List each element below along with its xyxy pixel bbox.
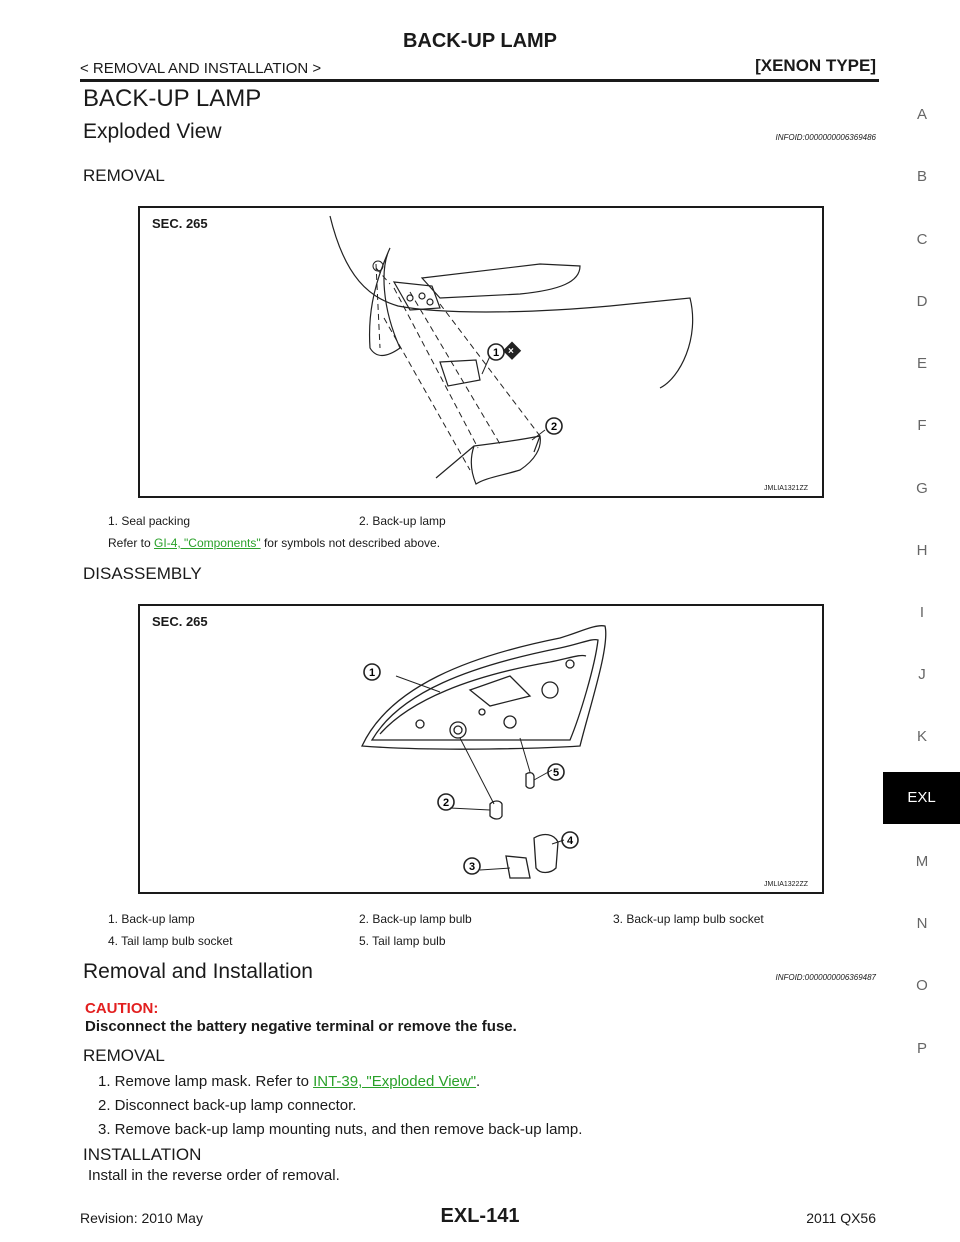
- callout-1: [486, 342, 506, 362]
- callout-2: [544, 416, 564, 436]
- tab-i[interactable]: I: [919, 604, 925, 621]
- svg-text:2: 2: [550, 421, 558, 433]
- callout-3: [462, 856, 482, 876]
- tab-a[interactable]: A: [916, 106, 927, 123]
- installation-heading: INSTALLATION: [83, 1145, 202, 1164]
- caution-heading: CAUTION:: [85, 1000, 159, 1017]
- figure-id: JMLIA1322ZZ: [764, 881, 808, 888]
- infoid-removal-installation: INFOID:0000000006369487: [775, 973, 876, 982]
- svg-text:5: 5: [552, 767, 560, 779]
- disassembly-diagram: [140, 606, 822, 892]
- legend-item: 2. Back-up lamp: [359, 514, 446, 528]
- installation-text: Install in the reverse order of removal.: [88, 1167, 340, 1184]
- tab-exl[interactable]: EXL: [883, 772, 960, 824]
- figure-id: JMLIA1321ZZ: [764, 485, 808, 492]
- tab-d[interactable]: D: [916, 293, 928, 310]
- section-title-removal-installation: Removal and Installation: [83, 960, 313, 983]
- revision-label: Revision: 2010 May: [80, 1210, 203, 1226]
- svg-text:2: 2: [442, 797, 450, 809]
- breadcrumb: < REMOVAL AND INSTALLATION >: [80, 60, 322, 77]
- tab-k[interactable]: K: [916, 728, 927, 745]
- svg-text:4: 4: [566, 835, 574, 847]
- callout-4: [560, 830, 580, 850]
- legend-item: 5. Tail lamp bulb: [359, 934, 446, 948]
- sec-label: SEC. 265: [152, 216, 208, 231]
- tab-o[interactable]: O: [916, 977, 928, 994]
- legend-item: 1. Back-up lamp: [108, 912, 195, 926]
- step-2: 2. Disconnect back-up lamp connector.: [98, 1097, 357, 1114]
- svg-text:×: ×: [508, 346, 514, 357]
- caution-text: Disconnect the battery negative terminal or remove the fuse.: [85, 1018, 517, 1035]
- tab-p[interactable]: P: [916, 1040, 927, 1057]
- variant-label: [XENON TYPE]: [755, 56, 876, 75]
- legend-item: 4. Tail lamp bulb socket: [108, 934, 233, 948]
- removal-diagram: [140, 208, 822, 496]
- page-code: EXL-141: [440, 1205, 520, 1227]
- step-1-text: 1. Remove lamp mask. Refer to: [98, 1073, 314, 1090]
- infoid-exploded-view: INFOID:0000000006369486: [775, 133, 876, 142]
- removal-procedure-heading: REMOVAL: [83, 1046, 165, 1065]
- removal-heading: REMOVAL: [83, 166, 165, 185]
- tab-c[interactable]: C: [916, 231, 928, 248]
- sec-label: SEC. 265: [152, 614, 208, 629]
- header-rule: [80, 79, 879, 82]
- disassembly-heading: DISASSEMBLY: [83, 564, 202, 583]
- svg-text:1: 1: [492, 347, 500, 359]
- legend-item: 1. Seal packing: [108, 514, 191, 528]
- tab-m[interactable]: M: [915, 853, 929, 870]
- svg-text:1: 1: [368, 667, 376, 679]
- legend-item: 2. Back-up lamp bulb: [359, 912, 472, 926]
- link-gi4-components[interactable]: GI-4, "Components": [154, 536, 261, 550]
- model-label: 2011 QX56: [806, 1210, 876, 1226]
- step-1-suffix: .: [476, 1073, 481, 1090]
- tab-f[interactable]: F: [917, 417, 927, 434]
- tab-b[interactable]: B: [916, 168, 927, 185]
- disassembly-figure: [138, 604, 824, 894]
- callout-1: [362, 662, 382, 682]
- section-title-exploded-view: Exploded View: [83, 120, 222, 143]
- tab-h[interactable]: H: [916, 542, 928, 559]
- page-title: BACK-UP LAMP: [83, 85, 262, 112]
- reference-note-suffix: for symbols not described above.: [260, 536, 441, 550]
- reference-note-prefix: Refer to: [108, 536, 155, 550]
- page-header-title: BACK-UP LAMP: [402, 30, 558, 52]
- tab-j[interactable]: J: [918, 666, 926, 683]
- link-int39-exploded-view[interactable]: INT-39, "Exploded View": [313, 1073, 477, 1090]
- svg-text:3: 3: [468, 861, 476, 873]
- reference-note: [108, 536, 440, 550]
- legend-item: 3. Back-up lamp bulb socket: [613, 912, 764, 926]
- callout-2: [436, 792, 456, 812]
- tab-g[interactable]: G: [916, 480, 928, 497]
- callout-5: [546, 762, 566, 782]
- tab-n[interactable]: N: [916, 915, 928, 932]
- step-1: [98, 1073, 480, 1090]
- tab-e[interactable]: E: [916, 355, 927, 372]
- removal-figure: [138, 206, 824, 498]
- step-3: 3. Remove back-up lamp mounting nuts, and then remove back-up lamp.: [98, 1121, 583, 1138]
